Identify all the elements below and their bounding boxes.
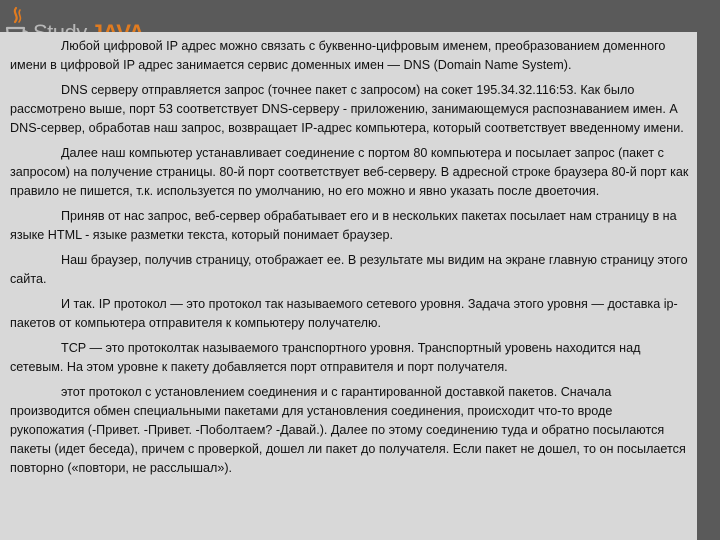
text-content bbox=[10, 37, 690, 478]
paragraph-browser: Наш браузер, получив страницу, отображает ее. В результате мы видим на экране главную страницу этого сайта. bbox=[10, 253, 688, 286]
paragraph-dns-intro: Любой цифровой IP адрес можно связать с буквенно-цифровым именем, преобразованием доменного имени в цифровой IP адрес занимается сервис доменных имен — DNS (Domain Name System). bbox=[10, 39, 666, 72]
paragraph-dns-request: DNS серверу отправляется запрос (точнее пакет с запросом) на сокет 195.34.32.116:53. Как было рассмотрено выше, порт 53 соответствует DNS-серверу - приложению, занимающемуся распознаванием имен. А DNS-сервер, обработав наш запрос, возвращает IP-адрес компьютера, который соответствует введенному имени. bbox=[10, 83, 684, 135]
paragraph-tcp-handshake: этот протокол с установлением соединения и с гарантированной доставкой пакетов. Сначала производится обмен специальными пакетами для установления соединения, происходит что-то вроде рукопожатия (-Привет. -Привет. -Поболтаем? -Давай.). Далее по этому соединению туда и обратно посылаются пакеты (идет беседа), причем с проверкой, дошел ли пакет до получателя. Если пакет не дошел, то он посылается повторно («повтори, не расслышал»). bbox=[10, 385, 686, 475]
paragraph-ip-protocol: И так. IP протокол — это протокол так называемого сетевого уровня. Задача этого уровня — доставка ip-пакетов от компьютера отправителя к компьютеру получателю. bbox=[10, 297, 678, 330]
paragraph-port-80: Далее наш компьютер устанавливает соединение с портом 80 компьютера и посылает запрос (пакет с запросом) на получение страницы. 80-й порт соответствует веб-серверу. В адресной строке браузера 80-й порт как правило не пишется, т.к. используется по умолчанию, но его можно и явно указать после двоеточия. bbox=[10, 146, 689, 198]
paragraph-tcp: TCP — это протоколтак называемого транспортного уровня. Транспортный уровень находится над сетевым. На этом уровне к пакету добавляется порт отправителя и порт получателя. bbox=[10, 341, 641, 374]
paragraph-web-server: Приняв от нас запрос, веб-сервер обрабатывает его и в нескольких пакетах посылает нам страницу в на языке HTML - языке разметки текста, который понимает браузер. bbox=[10, 209, 677, 242]
